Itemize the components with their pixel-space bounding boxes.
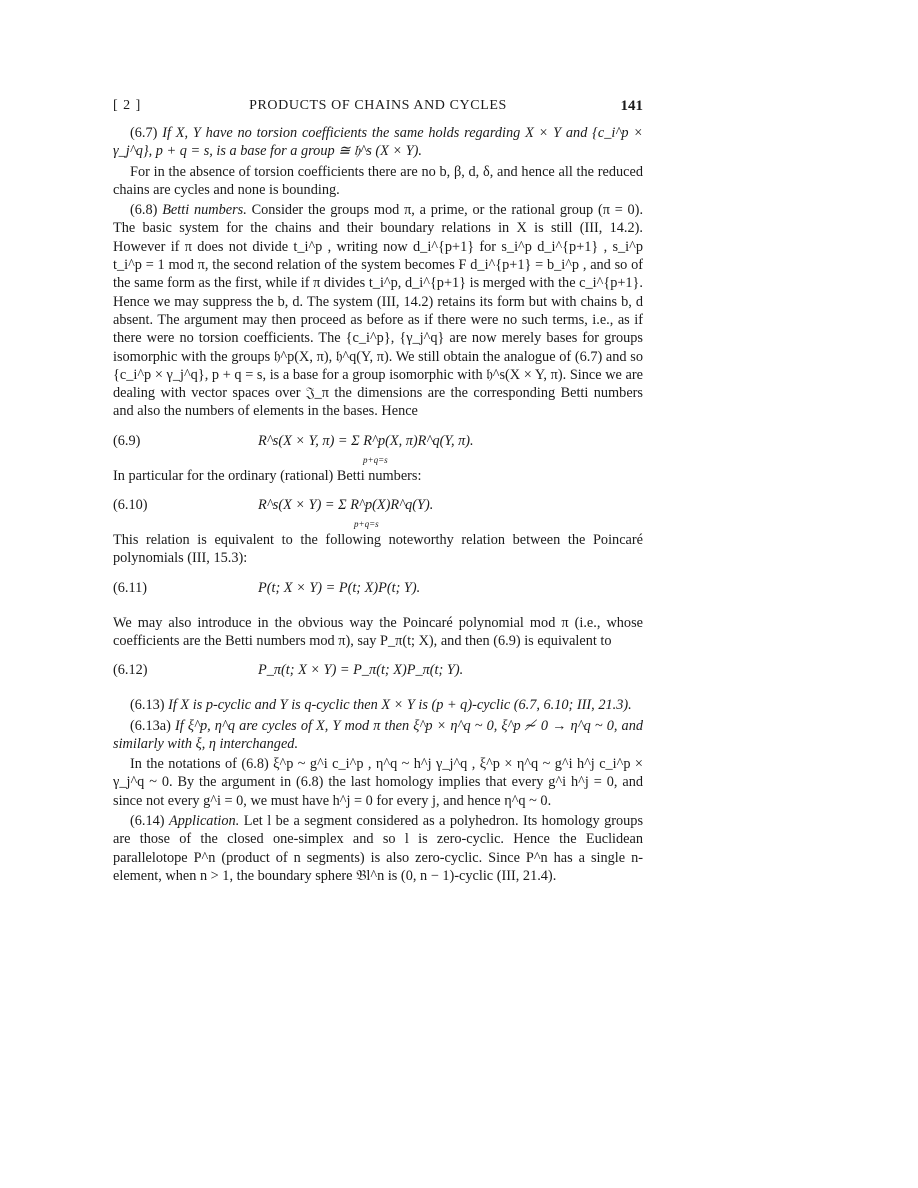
page-body: [113, 124, 643, 887]
section-6-8: [113, 201, 643, 421]
theorem-6-7: [113, 124, 643, 161]
equation-number: (6.11): [113, 579, 148, 596]
paragraph-rational: [113, 467, 643, 485]
equation-number: (6.10): [113, 497, 148, 514]
section-label: [ 2 ]: [113, 98, 142, 113]
paragraph-text: We may also introduce in the obvious way the Poincaré polynomial mod π (i.e., whose coefficients are the Betti numbers mod π), say P_π(t; X), and then (6.9) is equivalent to: [113, 614, 643, 649]
theorem-text: If ξ^p, η^q are cycles of X, Y mod π then ξ^p × η^q ~ 0, ξ^p ≁ 0 → η^q ~ 0, and similarly with ξ, η interchanged.: [113, 717, 643, 752]
label: (6.14): [130, 813, 165, 830]
summation-subscript: p+q=s: [354, 519, 379, 530]
lead-phrase: Application.: [168, 813, 240, 830]
paragraph-poincare-mod: [113, 614, 643, 651]
label: (6.7): [130, 125, 158, 141]
equation-expression: R^s(X × Y) = Σ R^p(X)R^q(Y).: [258, 497, 434, 514]
equation-6-12: [113, 658, 643, 688]
theorem-6-13: [113, 696, 643, 714]
proof-6-13a: [113, 755, 643, 810]
label: (6.8): [130, 202, 158, 219]
label: (6.13): [130, 697, 165, 714]
paragraph-text: In the notations of (6.8) ξ^p ~ g^i c_i^p , η^q ~ h^j γ_j^q , ξ^p × η^q ~ g^i h^j c_i^p × γ_j^q ~ 0. By the argument in (6.8) the last homology implies that every g^i h^j = 0, and since not every g^i = 0, we must have h^j = 0 for every j, and hence η^q ~ 0.: [113, 756, 643, 809]
equation-expression: P(t; X × Y) = P(t; X)P(t; Y).: [258, 579, 421, 596]
label: (6.13a): [130, 717, 171, 734]
running-title: PRODUCTS OF CHAINS AND CYCLES: [249, 98, 507, 113]
summation-subscript: p+q=s: [363, 454, 388, 465]
page-number: 141: [620, 98, 643, 114]
equation-6-9: [113, 429, 643, 465]
paragraph-text: This relation is equivalent to the following noteworthy relation between the Poincaré polynomials (III, 15.3):: [113, 532, 643, 567]
section-6-14: [113, 812, 643, 885]
equation-expression: P_π(t; X × Y) = P_π(t; X)P_π(t; Y).: [258, 662, 464, 679]
paragraph-text: Let l be a segment considered as a polyhedron. Its homology groups are those of the closed one-simplex and so l is zero-cyclic. Hence the Euclidean parallelotope P^n (product of n segments) is also zero-cyclic. Since P^n has a single n-element, when n > 1, the boundary sphere 𝔅l^n is (0, n − 1)-cyclic (III, 21.4).: [113, 813, 644, 884]
paragraph-text: In particular for the ordinary (rational) Betti numbers:: [113, 467, 422, 484]
equation-number: (6.12): [113, 662, 148, 679]
paragraph-text: For in the absence of torsion coefficients there are no b, β, d, δ, and hence all the reduced chains are cycles and none is bounding.: [113, 163, 643, 198]
lead-phrase: Betti numbers.: [162, 202, 247, 219]
paragraph-text: Consider the groups mod π, a prime, or the rational group (π = 0). The basic system for the chains and their boundary relations in X is still (III, 14.2). However if π does not divide t_i^p , writing now d_i^{p+1} for s_i^p d_i^{p+1} , s_i^p t_i^p = 1 mod π, the second relation of the system becomes F d_i^{p+1} = b_i^p , and so of the same form as the first, while if π divides t_i^p, d_i^{p+1} is merged with the c_i^{p+1}. Hence we may suppress the b, d. The system (III, 14.2) retains its form but with chains b, d absent. The argument may then proceed as before as if there were no such terms, i.e., as if there were no torsion coefficients. The {c_i^p}, {γ_j^q} are now merely bases for groups isomorphic with the groups 𝔥^p(X, π), 𝔥^q(Y, π). We still obtain the analogue of (6.7) and so {c_i^p × γ_j^q}, p + q = s, is a base for a group isomorphic with 𝔥^s(X × Y, π). Since we are dealing with vector spaces over 𝔍_π the dimensions are the corresponding Betti numbers and also the numbers of elements in the bases. Hence: [113, 202, 644, 420]
theorem-text: If X, Y have no torsion coefficients the same holds regarding X × Y and {c_i^p × γ_j^q}, p + q = s, is a base for a group ≅ 𝔥^s (X × Y).: [113, 125, 643, 160]
equation-expression: R^s(X × Y, π) = Σ R^p(X, π)R^q(Y, π).: [258, 432, 474, 449]
equation-number: (6.9): [113, 432, 141, 449]
equation-6-10: [113, 493, 643, 530]
theorem-6-13a: [113, 717, 643, 754]
equation-6-11: [113, 576, 643, 606]
running-header: [113, 98, 643, 120]
theorem-text: If X is p-cyclic and Y is q-cyclic then X × Y is (p + q)-cyclic (6.7, 6.10; III, 21.3).: [168, 697, 632, 714]
paragraph-poincare: [113, 531, 643, 568]
proof-6-7: [113, 163, 643, 200]
